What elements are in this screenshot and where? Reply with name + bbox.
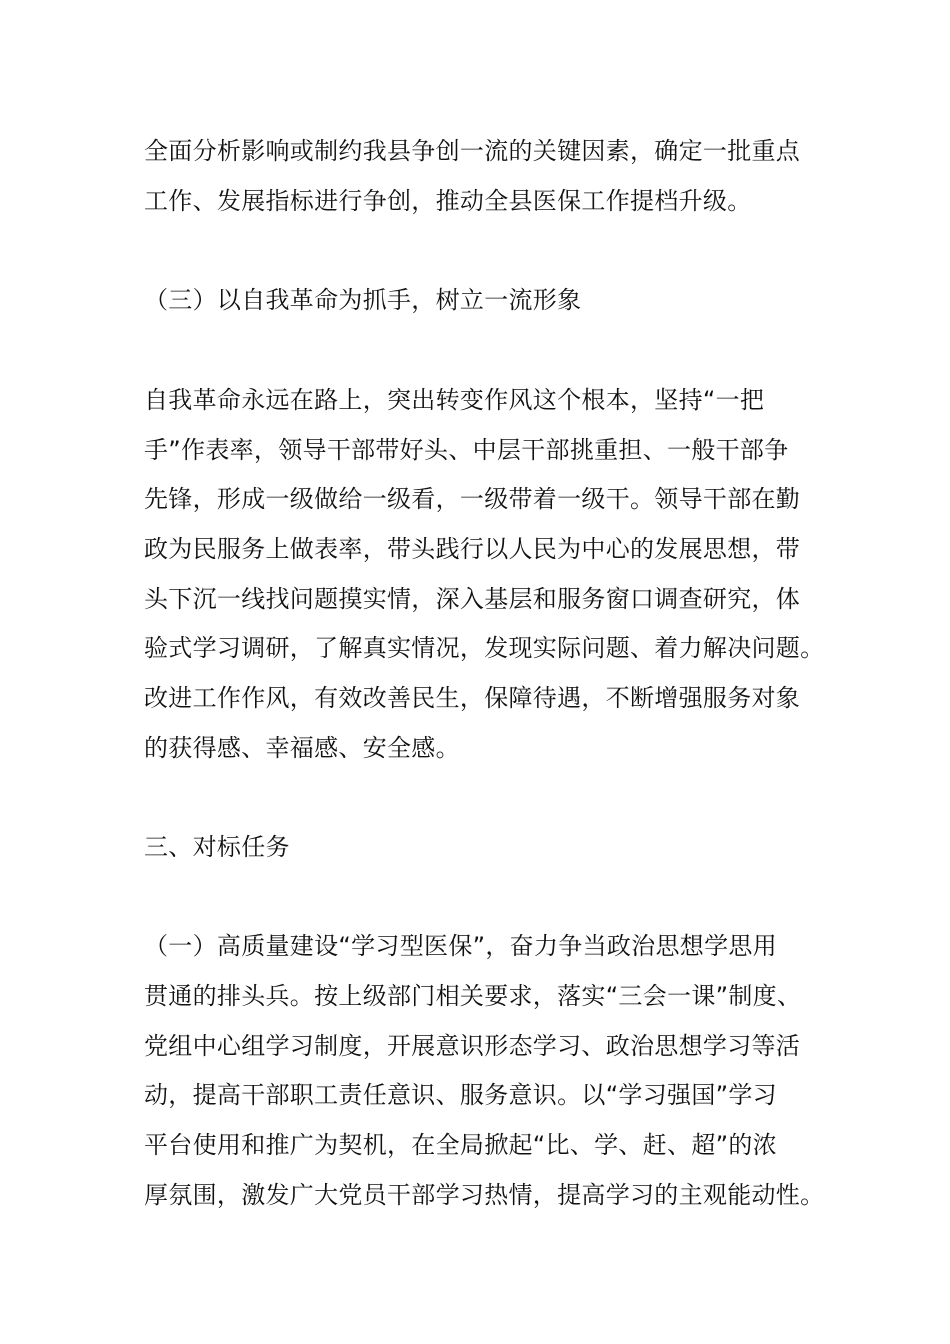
paragraph-line: 厚氛围，激发广大党员干部学习热情，提高学习的主观能动性。: [144, 1181, 825, 1209]
paragraph-line: 平台使用和推广为契机，在全局掀起“比、学、赶、超”的浓: [144, 1131, 777, 1159]
paragraph-line: 先锋，形成一级做给一级看，一级带着一级干。领导干部在勤: [144, 485, 801, 513]
paragraph-line: 工作、发展指标进行争创，推动全县医保工作提档升级。: [144, 187, 752, 215]
paragraph-line: 头下沉一线找问题摸实情，深入基层和服务窗口调查研究，体: [144, 585, 801, 613]
paragraph-line: 验式学习调研，了解真实情况，发现实际问题、着力解决问题。: [144, 634, 825, 662]
paragraph-line: 自我革命永远在路上，突出转变作风这个根本，坚持“一把: [144, 386, 765, 414]
paragraph-line: 全面分析影响或制约我县争创一流的关键因素，确定一批重点: [144, 137, 801, 165]
paragraph-line: 党组中心组学习制度，开展意识形态学习、政治思想学习等活: [144, 1032, 801, 1060]
paragraph-line: 贯通的排头兵。按上级部门相关要求，落实“三会一课”制度、: [144, 982, 802, 1010]
paragraph-line: 的获得感、幸福感、安全感。: [144, 734, 460, 762]
paragraph-line: 动，提高干部职工责任意识、服务意识。以“学习强国”学习: [144, 1081, 777, 1109]
paragraph-line: 政为民服务上做表率，带头践行以人民为中心的发展思想，带: [144, 535, 801, 563]
section-heading: 三、对标任务: [144, 833, 290, 861]
paragraph-line: （一）高质量建设“学习型医保”，奋力争当政治思想学思用: [144, 932, 777, 960]
subsection-heading: （三）以自我革命为抓手，树立一流形象: [144, 286, 582, 314]
paragraph-line: 改进工作作风，有效改善民生，保障待遇，不断增强服务对象: [144, 684, 801, 712]
paragraph-line: 手”作表率，领导干部带好头、中层干部挑重担、一般干部争: [144, 436, 789, 464]
